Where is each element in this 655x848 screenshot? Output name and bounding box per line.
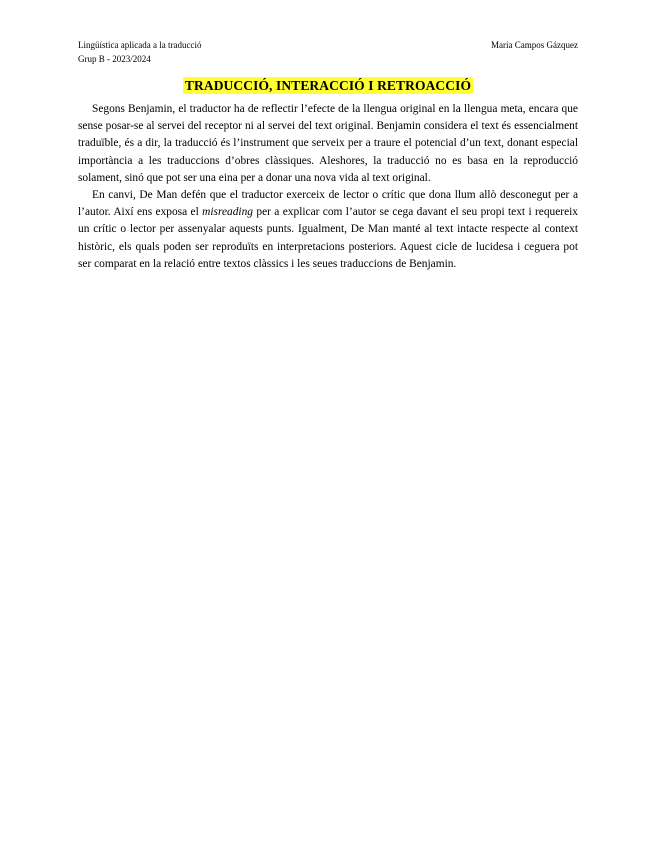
group-year: Grup B - 2023/2024 bbox=[78, 54, 151, 64]
course-name: Lingüística aplicada a la traducció bbox=[78, 40, 202, 50]
paragraph-1: Segons Benjamin, el traductor ha de reflectir l’efecte de la llengua original en la llengua meta, encara que sense posar-se al servei del receptor ni al servei del text original. Benjamin considera el text és essencialment traduïble, és a dir, la traducció és l’instrument que serveix per a traure el potencial d’un text, donant especial importància a les traduccions d’obres clàssiques. Aleshores, la traducció no es basa en la reproducció solament, sinó que pot ser una eina per a donar una nova vida al text original. bbox=[78, 103, 578, 184]
title-wrapper bbox=[78, 77, 578, 95]
italic-term: misreading bbox=[202, 206, 253, 219]
document-body bbox=[78, 101, 578, 273]
header-left bbox=[78, 38, 338, 66]
paragraph-2-text-before: En canvi, De Man defén que el traductor exerceix de lector o crític que dona llum allò desconegut per a l’autor. Així ens exposa el bbox=[78, 189, 578, 219]
paragraph-2 bbox=[78, 187, 578, 273]
paragraph-2-text-after: per a explicar com l’autor se cega davant el seu propi text i requereix un crític o lector per assenyalar aquests punts. Igualment, De Man manté al text intacte respecte al context històric, els quals poden ser reproduïts en interpretacions posteriors. Aquest cicle de lucidesa i ceguera pot ser comparat en la relació entre textos clàssics i les seues traduccions de Benjamin. bbox=[78, 206, 579, 270]
author-name: María Campos Gázquez bbox=[491, 40, 578, 50]
header-right bbox=[491, 38, 578, 52]
document-title: TRADUCCIÓ, INTERACCIÓ I RETROACCIÓ bbox=[184, 78, 472, 93]
